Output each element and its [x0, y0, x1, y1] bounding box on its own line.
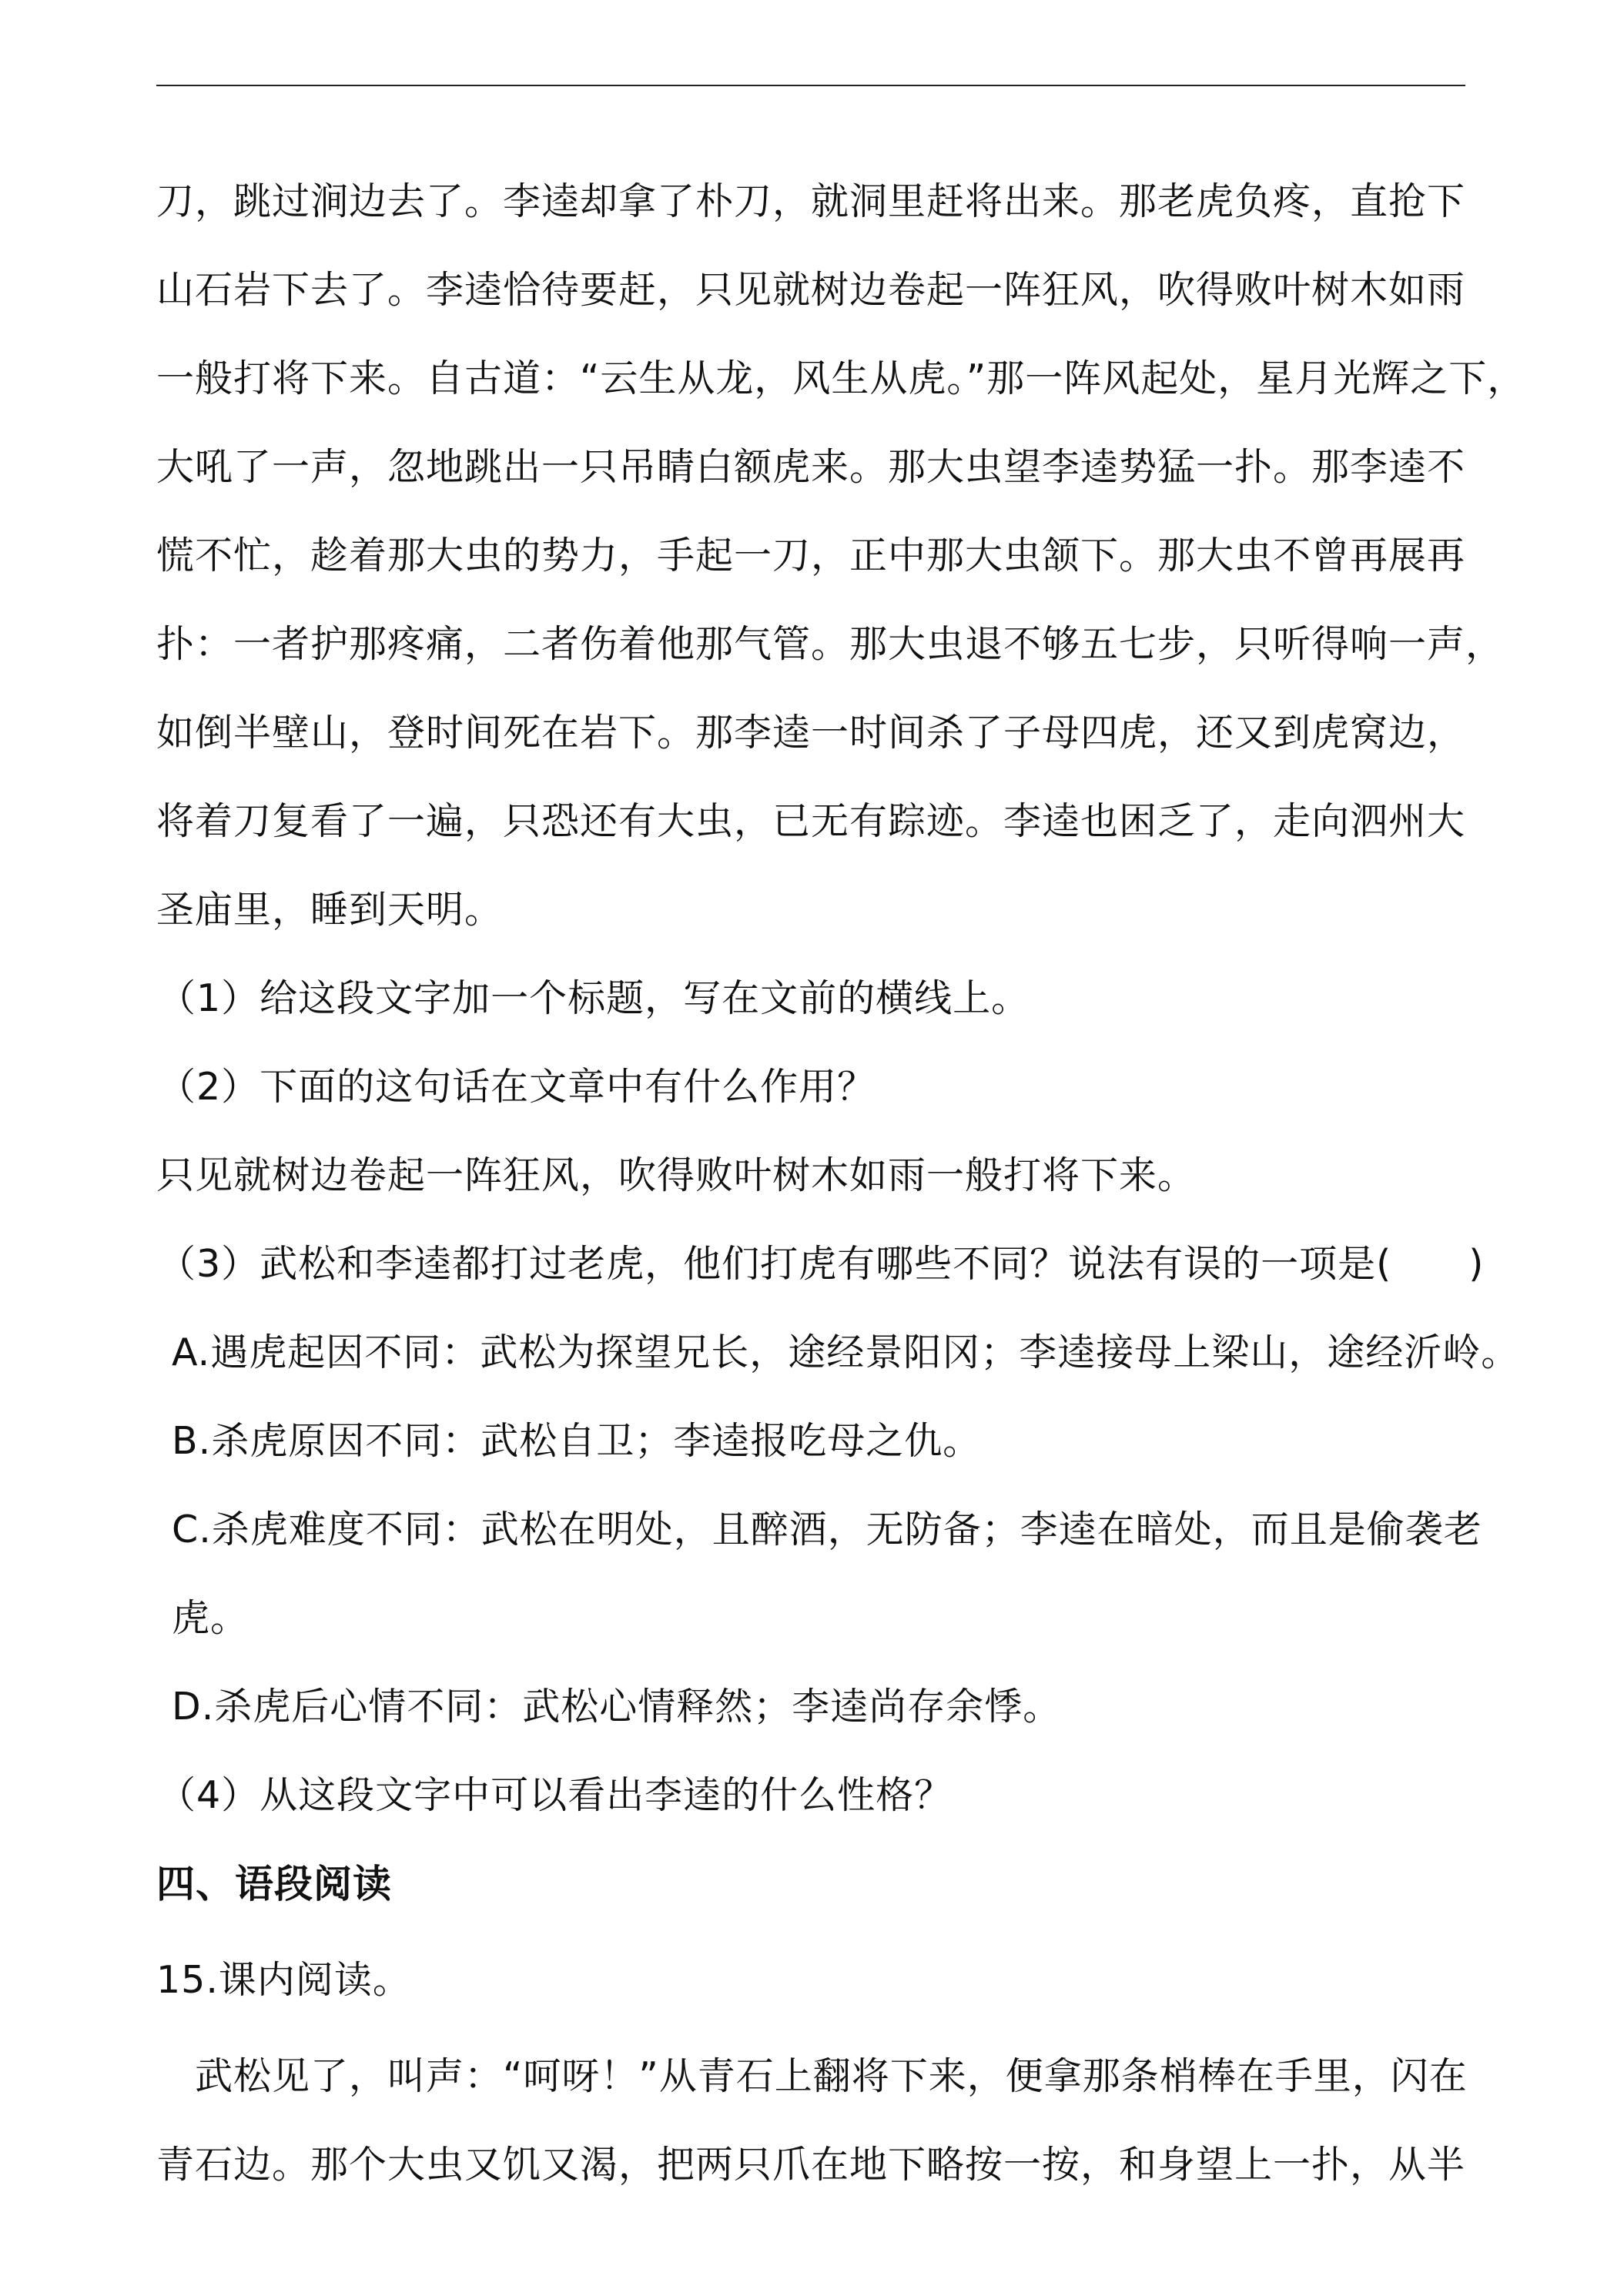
passage-line: 圣庙里，睡到天明。 — [156, 888, 504, 932]
option-c-line-1: C.杀虎难度不同：武松在明处，且醉酒，无防备；李逵在暗处，而且是偷袭老 — [172, 1508, 1482, 1551]
question-1: （1）给这段文字加一个标题，写在文前的横线上。 — [158, 976, 1030, 1020]
question-2-sentence: 只见就树边卷起一阵狂风，吹得败叶树木如雨一般打将下来。 — [156, 1153, 1197, 1197]
option-b: B.杀虎原因不同：武松自卫；李逵报吃母之仇。 — [172, 1419, 982, 1463]
question-4: （4）从这段文字中可以看出李逵的什么性格？ — [158, 1773, 953, 1817]
passage-line: 扑：一者护那疼痛，二者伤着他那气管。那大虫退不够五七步，只听得响一声， — [156, 622, 1505, 666]
question-3: （3）武松和李逵都打过老虎，他们打虎有哪些不同？说法有误的一项是( ) — [158, 1242, 1485, 1286]
item-label: 15.课内阅读。 — [156, 1958, 411, 2002]
option-d: D.杀虎后心情不同：武松心情释然；李逵尚存余悸。 — [172, 1685, 1062, 1729]
section-heading: 四、语段阅读 — [156, 1862, 392, 1906]
option-c-line-2: 虎。 — [172, 1596, 249, 1640]
passage-line: 如倒半壁山，登时间死在岩下。那李逵一时间杀了子母四虎，还又到虎窝边， — [156, 711, 1466, 755]
passage-line: 一般打将下来。自古道：“云生从龙，风生从虎。”那一阵风起处，星月光辉之下， — [156, 356, 1526, 400]
passage-line: 将着刀复看了一遍，只恐还有大虫，已无有踪迹。李逵也困乏了，走向泗州大 — [156, 799, 1466, 843]
document-body — [156, 171, 1526, 2223]
reading-passage-line: 武松见了，叫声：“呵呀！”从青石上翻将下来，便拿那条梢棒在手里，闪在 — [195, 2054, 1468, 2098]
header-divider — [156, 85, 1465, 86]
passage-line: 大吼了一声，忽地跳出一只吊睛白额虎来。那大虫望李逵势猛一扑。那李逵不 — [156, 445, 1466, 489]
passage-line: 刀，跳过涧边去了。李逵却拿了朴刀，就洞里赶将出来。那老虎负疼，直抢下 — [156, 179, 1466, 223]
reading-passage-line: 青石边。那个大虫又饥又渴，把两只爪在地下略按一按，和身望上一扑，从半 — [156, 2143, 1466, 2187]
option-a: A.遇虎起因不同：武松为探望兄长，途经景阳冈；李逵接母上梁山，途经沂岭。 — [172, 1330, 1520, 1374]
passage-line: 慌不忙，趁着那大虫的势力，手起一刀，正中那大虫颔下。那大虫不曾再展再 — [156, 534, 1466, 577]
question-2: （2）下面的这句话在文章中有什么作用？ — [158, 1065, 876, 1109]
passage-line: 山石岩下去了。李逵恰待要赶，只见就树边卷起一阵狂风，吹得败叶树木如雨 — [156, 268, 1466, 312]
